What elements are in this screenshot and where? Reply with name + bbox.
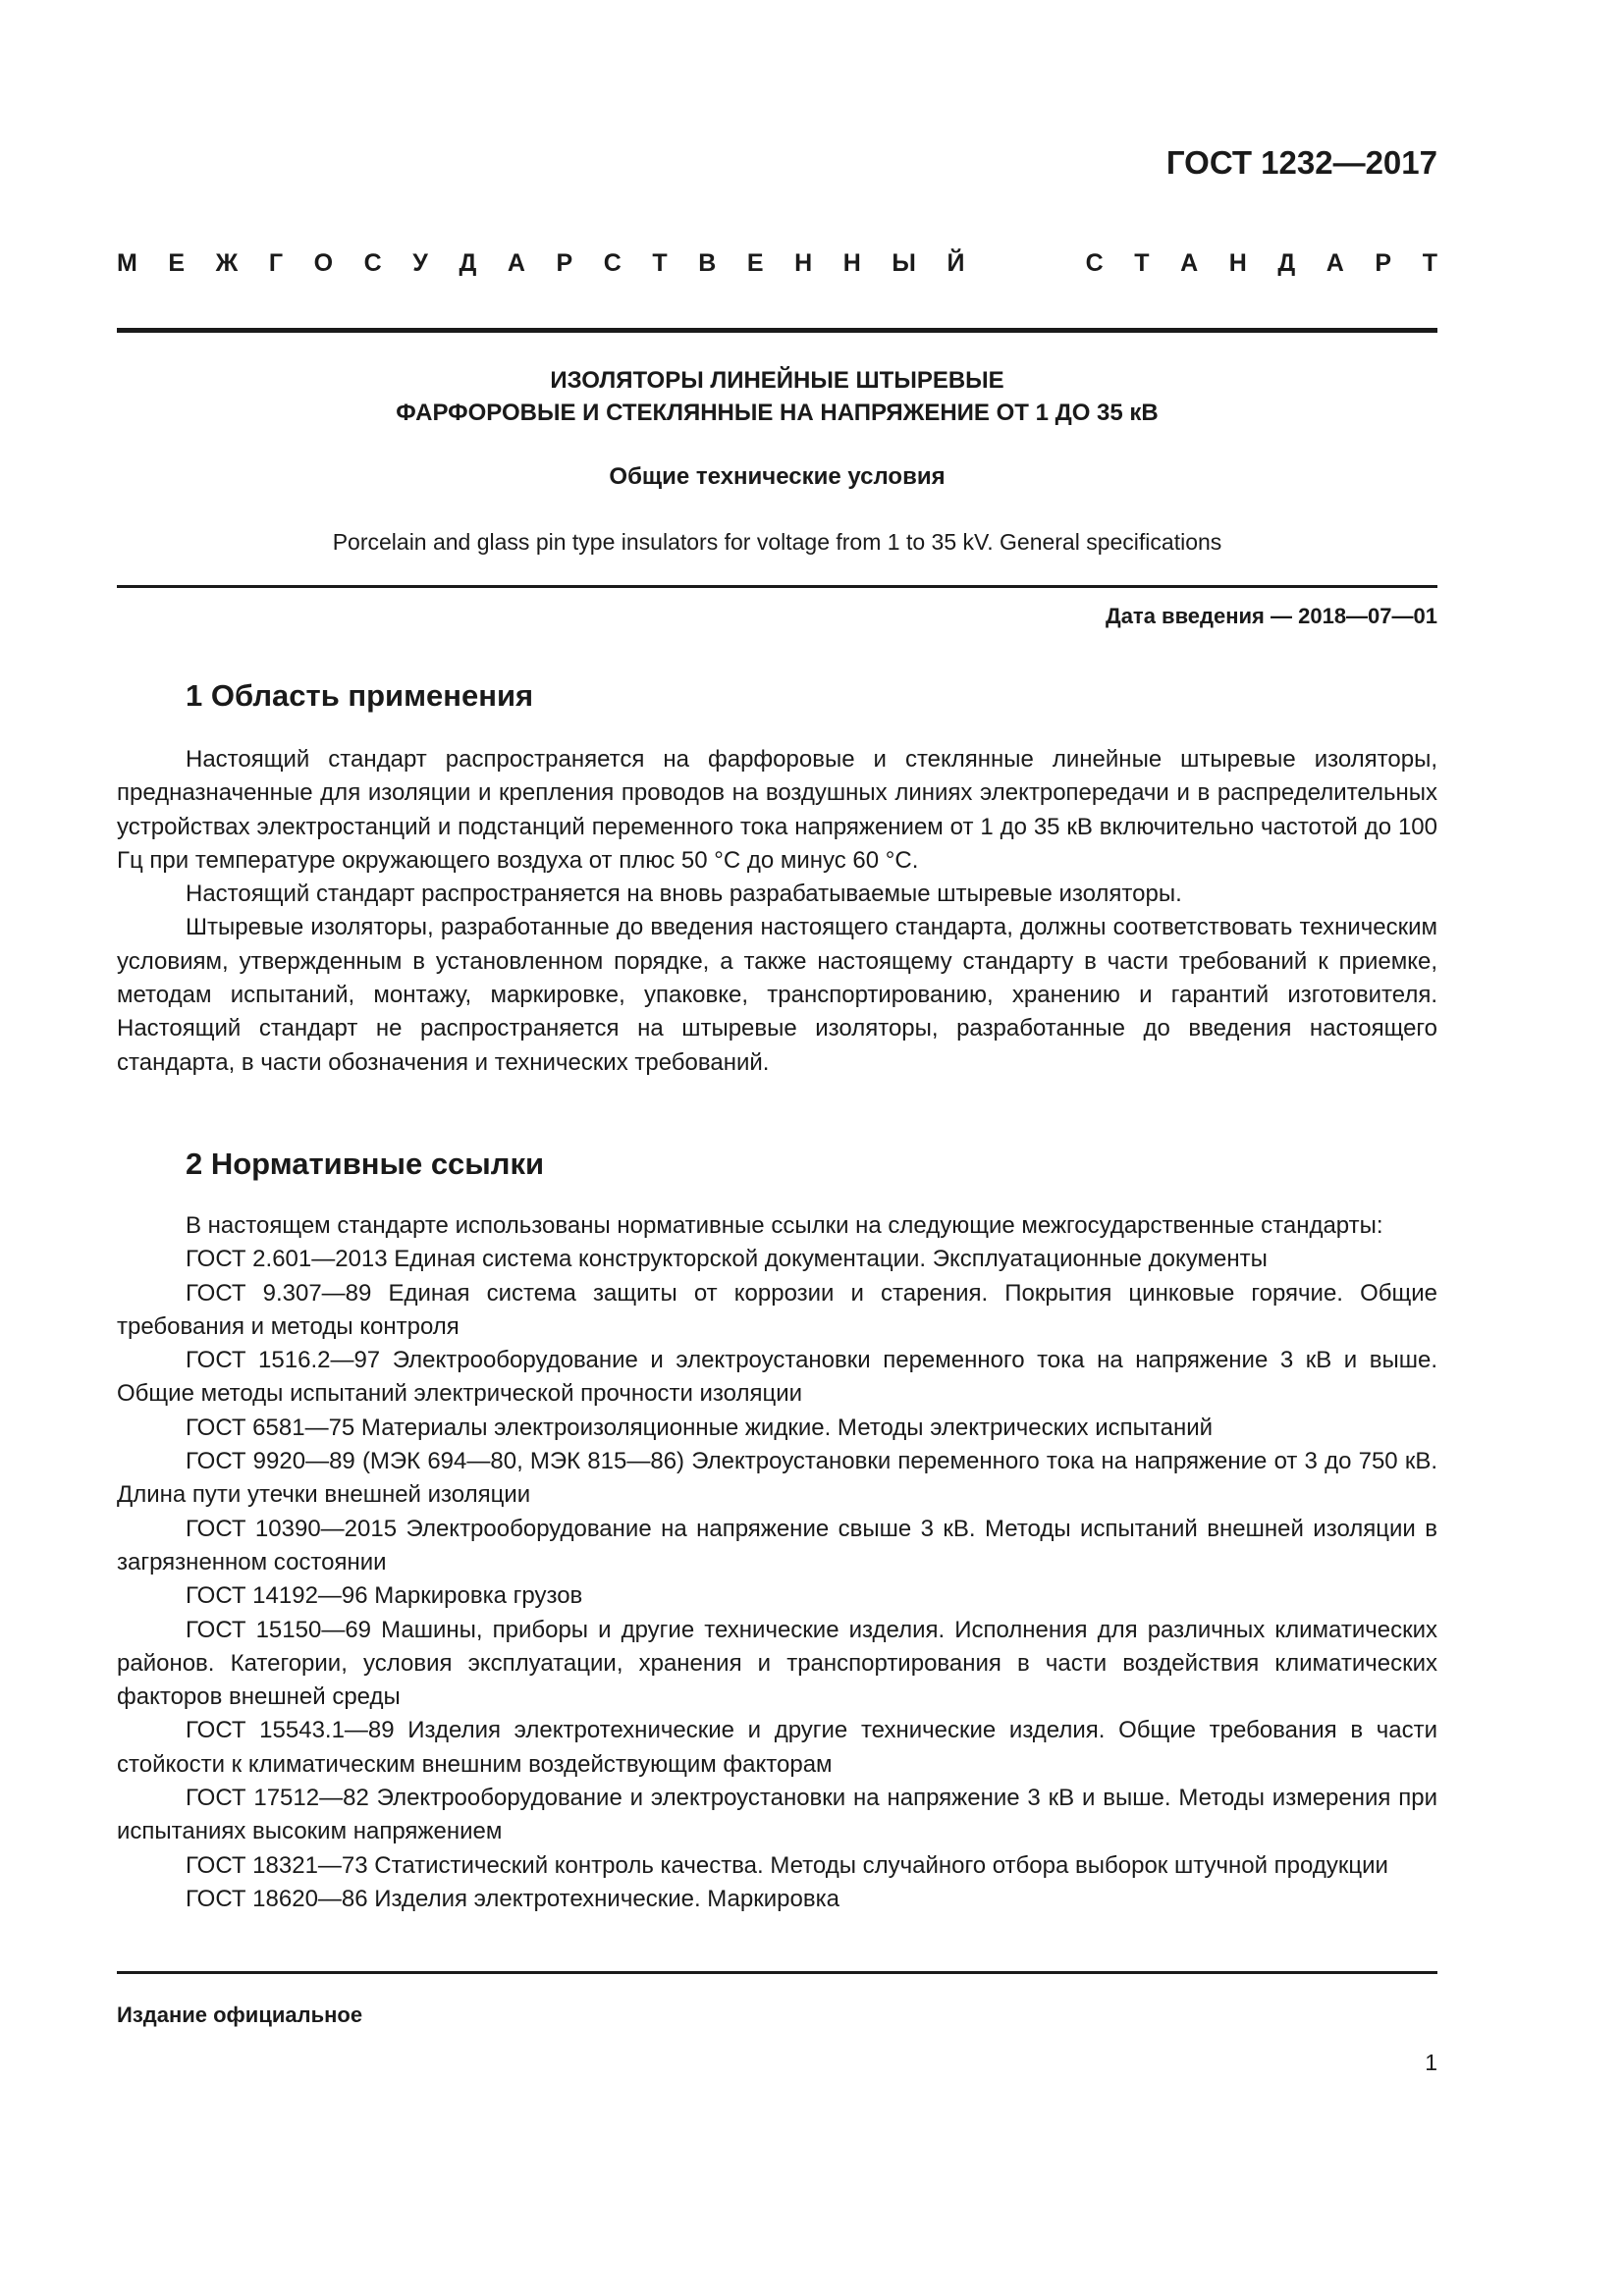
reference-item: ГОСТ 6581—75 Материалы электроизоляционные жидкие. Методы электрических испытаний <box>186 1414 1214 1441</box>
english-title: Porcelain and glass pin type insulators for voltage from 1 to 35 kV. General specifications <box>332 529 1222 555</box>
introduction-date: Дата введения — 2018—07—01 <box>1106 604 1437 628</box>
page-number: 1 <box>1425 2050 1437 2075</box>
interstate-letter: Н <box>794 249 813 277</box>
interstate-letter: А <box>1325 249 1344 277</box>
title-line-1: ИЗОЛЯТОРЫ ЛИНЕЙНЫЕ ШТЫРЕВЫЕ <box>550 367 1004 394</box>
section-1-body <box>117 743 1437 1080</box>
paragraph: Настоящий стандарт распространяется на фарфоровые и стеклянные линейные штыревые изоляторы, предназначенные для изоляции и крепления проводов на воздушных линиях электропередачи и в распределительных устройствах электростанций и подстанций переменного тока напряжением от 1 до 35 кВ включительно частотой до 100 Гц при температуре окружающего воздуха от плюс 50 °С до минус 60 °С. <box>117 746 1437 874</box>
title-rule <box>117 585 1437 588</box>
interstate-letter: Р <box>1375 249 1392 277</box>
interstate-letter: Й <box>947 249 965 277</box>
interstate-letter: Е <box>168 249 186 277</box>
word-gap <box>996 247 1055 279</box>
section-1-heading: 1 Область применения <box>186 678 534 713</box>
interstate-letter: А <box>1180 249 1199 277</box>
reference-item: ГОСТ 9920—89 (МЭК 694—80, МЭК 815—86) Электроустановки переменного тока на напряжение от 3 до 750 кВ. Длина пути утечки внешней изоляции <box>117 1448 1437 1509</box>
interstate-letter: Г <box>268 249 284 277</box>
interstate-letter: Н <box>1228 249 1247 277</box>
paragraph: В настоящем стандарте использованы нормативные ссылки на следующие межгосударственные стандарты: <box>186 1212 1383 1239</box>
reference-item: ГОСТ 9.307—89 Единая система защиты от коррозии и старения. Покрытия цинковые горячие. Общие требования и методы контроля <box>117 1279 1437 1340</box>
interstate-letter: Р <box>556 249 573 277</box>
paragraph: Настоящий стандарт распространяется на вновь разрабатываемые штыревые изоляторы. <box>186 881 1182 908</box>
interstate-letter: У <box>412 249 428 277</box>
section-2-heading: 2 Нормативные ссылки <box>186 1147 545 1181</box>
interstate-letter: Д <box>459 249 477 277</box>
interstate-letter: Ж <box>215 249 239 277</box>
interstate-letter: О <box>313 249 334 277</box>
interstate-letter: Е <box>746 249 764 277</box>
reference-item: ГОСТ 10390—2015 Электрооборудование на напряжение свыше 3 кВ. Методы испытаний внешней изоляции в загрязненном состоянии <box>117 1515 1437 1575</box>
interstate-letter: Н <box>842 249 861 277</box>
subtitle: Общие технические условия <box>609 463 946 490</box>
interstate-standard-caption <box>117 247 1437 279</box>
standard-designation: ГОСТ 1232—2017 <box>1165 144 1437 181</box>
interstate-letter: Т <box>1134 249 1150 277</box>
edition-note: Издание официальное <box>117 2002 363 2027</box>
interstate-letter: А <box>507 249 525 277</box>
reference-item: ГОСТ 15150—69 Машины, приборы и другие технические изделия. Исполнения для различных климатических районов. Категории, условия эксплуатации, хранения и транспортирования в части воздействия климатических факторов внешней среды <box>117 1616 1437 1711</box>
interstate-letter: Т <box>1422 249 1437 277</box>
interstate-letter: Д <box>1277 249 1296 277</box>
reference-item: ГОСТ 18321—73 Статистический контроль качества. Методы случайного отбора выборок штучной продукции <box>186 1851 1388 1879</box>
title-line-2: ФАРФОРОВЫЕ И СТЕКЛЯННЫЕ НА НАПРЯЖЕНИЕ ОТ 1 ДО 35 кВ <box>396 400 1159 426</box>
interstate-letter: С <box>363 249 382 277</box>
interstate-letter: Т <box>652 249 668 277</box>
header-rule <box>117 328 1437 333</box>
section-2-body <box>117 1209 1437 1916</box>
footer-rule <box>117 1971 1437 1974</box>
reference-item: ГОСТ 17512—82 Электрооборудование и электроустановки на напряжение 3 кВ и выше. Методы измерения при испытаниях высоким напряжением <box>117 1785 1437 1845</box>
reference-item: ГОСТ 2.601—2013 Единая система конструкторской документации. Эксплуатационные документы <box>186 1246 1268 1273</box>
interstate-letter: С <box>1085 249 1104 277</box>
interstate-letter: С <box>603 249 622 277</box>
interstate-letter: Ы <box>892 249 916 277</box>
reference-item: ГОСТ 1516.2—97 Электрооборудование и электроустановки переменного тока на напряжение 3 кВ и выше. Общие методы испытаний электрической прочности изоляции <box>117 1347 1437 1408</box>
reference-item: ГОСТ 14192—96 Маркировка грузов <box>186 1582 583 1610</box>
reference-item: ГОСТ 15543.1—89 Изделия электротехнические и другие технические изделия. Общие требования в части стойкости к климатическим внешним воздействующим факторам <box>117 1717 1437 1778</box>
interstate-letter: В <box>698 249 717 277</box>
reference-item: ГОСТ 18620—86 Изделия электротехнические. Маркировка <box>186 1885 839 1912</box>
paragraph: Штыревые изоляторы, разработанные до введения настоящего стандарта, должны соответствовать техническим условиям, утвержденным в установленном порядке, а также настоящему стандарту в части требований к приемке, методам испытаний, монтажу, маркировке, упаковке, транспортированию, хранению и гарантий изготовителя. Настоящий стандарт не распространяется на штыревые изоляторы, разработанные до введения настоящего стандарта, в части обозначения и технических требований. <box>117 914 1437 1076</box>
interstate-letter: М <box>117 249 137 277</box>
